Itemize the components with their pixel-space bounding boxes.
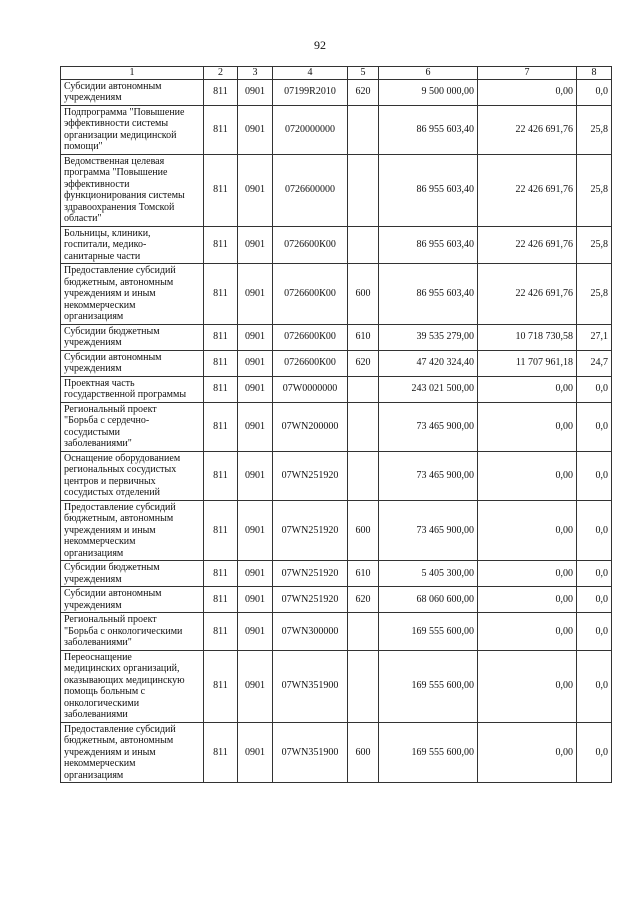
row-section-code: 0901	[238, 105, 273, 154]
row-percent: 0,0	[577, 402, 612, 451]
table-row	[61, 376, 612, 402]
row-expense-type	[348, 376, 379, 402]
row-actual-amount: 0,00	[478, 500, 577, 561]
row-expense-type: 620	[348, 587, 379, 613]
row-target-code: 07WN351900	[273, 722, 348, 783]
row-expense-type: 600	[348, 264, 379, 325]
table-row	[61, 650, 612, 722]
header-cell: 6	[379, 67, 478, 80]
row-name: Субсидии автономным учреждениям	[61, 79, 204, 105]
row-planned-amount: 73 465 900,00	[379, 500, 478, 561]
row-actual-amount: 10 718 730,58	[478, 324, 577, 350]
row-admin-code: 811	[204, 500, 238, 561]
table-row	[61, 613, 612, 651]
row-target-code: 07WN251920	[273, 451, 348, 500]
row-planned-amount: 5 405 300,00	[379, 561, 478, 587]
row-admin-code: 811	[204, 324, 238, 350]
row-name: Оснащение оборудованием региональных сосудистых центров и первичных сосудистых отделений	[61, 451, 204, 500]
row-admin-code: 811	[204, 613, 238, 651]
row-actual-amount: 0,00	[478, 402, 577, 451]
header-cell: 5	[348, 67, 379, 80]
row-name: Проектная часть государственной программы	[61, 376, 204, 402]
row-percent: 0,0	[577, 587, 612, 613]
row-admin-code: 811	[204, 451, 238, 500]
row-percent: 25,8	[577, 264, 612, 325]
row-planned-amount: 73 465 900,00	[379, 451, 478, 500]
table-row	[61, 722, 612, 783]
table-row	[61, 587, 612, 613]
row-admin-code: 811	[204, 587, 238, 613]
row-actual-amount: 22 426 691,76	[478, 226, 577, 264]
row-target-code: 07WN351900	[273, 650, 348, 722]
row-section-code: 0901	[238, 324, 273, 350]
row-section-code: 0901	[238, 264, 273, 325]
row-target-code: 07199R2010	[273, 79, 348, 105]
row-percent: 0,0	[577, 722, 612, 783]
row-admin-code: 811	[204, 561, 238, 587]
header-cell: 8	[577, 67, 612, 80]
row-name: Ведомственная целевая программа "Повышение эффективности функционирования системы здравоохранения Томской области"	[61, 154, 204, 226]
row-expense-type: 600	[348, 722, 379, 783]
header-cell: 4	[273, 67, 348, 80]
row-planned-amount: 86 955 603,40	[379, 226, 478, 264]
row-actual-amount: 22 426 691,76	[478, 105, 577, 154]
row-actual-amount: 0,00	[478, 650, 577, 722]
row-section-code: 0901	[238, 226, 273, 264]
row-section-code: 0901	[238, 451, 273, 500]
row-name: Региональный проект "Борьба с сердечно- сосудистыми заболеваниями"	[61, 402, 204, 451]
header-cell: 7	[478, 67, 577, 80]
row-expense-type: 620	[348, 79, 379, 105]
row-admin-code: 811	[204, 226, 238, 264]
row-planned-amount: 9 500 000,00	[379, 79, 478, 105]
table-row	[61, 154, 612, 226]
row-name: Субсидии бюджетным учреждениям	[61, 324, 204, 350]
row-expense-type: 600	[348, 500, 379, 561]
row-name: Предоставление субсидий бюджетным, автономным учреждениям и иным некоммерческим организациям	[61, 500, 204, 561]
row-percent: 0,0	[577, 79, 612, 105]
row-planned-amount: 86 955 603,40	[379, 105, 478, 154]
row-name: Предоставление субсидий бюджетным, автономным учреждениям и иным некоммерческим организациям	[61, 722, 204, 783]
row-section-code: 0901	[238, 376, 273, 402]
row-section-code: 0901	[238, 561, 273, 587]
row-planned-amount: 169 555 600,00	[379, 722, 478, 783]
row-planned-amount: 169 555 600,00	[379, 650, 478, 722]
row-section-code: 0901	[238, 154, 273, 226]
row-percent: 25,8	[577, 226, 612, 264]
row-name: Субсидии автономным учреждениям	[61, 587, 204, 613]
row-expense-type: 610	[348, 561, 379, 587]
row-planned-amount: 243 021 500,00	[379, 376, 478, 402]
row-target-code: 07WN200000	[273, 402, 348, 451]
row-expense-type	[348, 402, 379, 451]
row-target-code: 07WN251920	[273, 561, 348, 587]
row-name: Предоставление субсидий бюджетным, автономным учреждениям и иным некоммерческим организациям	[61, 264, 204, 325]
header-cell: 2	[204, 67, 238, 80]
table-row	[61, 105, 612, 154]
row-target-code: 07WN251920	[273, 500, 348, 561]
row-name: Субсидии бюджетным учреждениям	[61, 561, 204, 587]
row-admin-code: 811	[204, 154, 238, 226]
row-percent: 0,0	[577, 376, 612, 402]
row-planned-amount: 73 465 900,00	[379, 402, 478, 451]
row-percent: 0,0	[577, 500, 612, 561]
row-expense-type: 620	[348, 350, 379, 376]
budget-table	[60, 66, 612, 783]
row-planned-amount: 39 535 279,00	[379, 324, 478, 350]
row-planned-amount: 169 555 600,00	[379, 613, 478, 651]
table-row	[61, 264, 612, 325]
row-target-code: 07WN251920	[273, 587, 348, 613]
row-name: Субсидии автономным учреждениям	[61, 350, 204, 376]
row-admin-code: 811	[204, 105, 238, 154]
row-admin-code: 811	[204, 264, 238, 325]
row-section-code: 0901	[238, 613, 273, 651]
row-expense-type	[348, 226, 379, 264]
row-expense-type	[348, 613, 379, 651]
row-planned-amount: 86 955 603,40	[379, 264, 478, 325]
row-section-code: 0901	[238, 79, 273, 105]
row-target-code: 0726600К00	[273, 226, 348, 264]
row-percent: 0,0	[577, 451, 612, 500]
row-percent: 25,8	[577, 105, 612, 154]
row-name: Региональный проект "Борьба с онкологическими заболеваниями"	[61, 613, 204, 651]
row-admin-code: 811	[204, 79, 238, 105]
row-actual-amount: 0,00	[478, 451, 577, 500]
row-percent: 0,0	[577, 650, 612, 722]
row-section-code: 0901	[238, 350, 273, 376]
row-section-code: 0901	[238, 722, 273, 783]
row-name: Больницы, клиники, госпитали, медико- санитарные части	[61, 226, 204, 264]
row-percent: 0,0	[577, 561, 612, 587]
row-target-code: 0720000000	[273, 105, 348, 154]
row-section-code: 0901	[238, 500, 273, 561]
table-row	[61, 350, 612, 376]
row-target-code: 0726600000	[273, 154, 348, 226]
row-actual-amount: 0,00	[478, 376, 577, 402]
row-actual-amount: 0,00	[478, 722, 577, 783]
header-cell: 3	[238, 67, 273, 80]
row-percent: 27,1	[577, 324, 612, 350]
row-expense-type: 610	[348, 324, 379, 350]
row-admin-code: 811	[204, 376, 238, 402]
row-admin-code: 811	[204, 650, 238, 722]
row-percent: 25,8	[577, 154, 612, 226]
row-percent: 24,7	[577, 350, 612, 376]
row-actual-amount: 22 426 691,76	[478, 264, 577, 325]
table-row	[61, 324, 612, 350]
header-row	[61, 67, 612, 80]
table-row	[61, 451, 612, 500]
row-target-code: 0726600К00	[273, 264, 348, 325]
table-row	[61, 226, 612, 264]
row-admin-code: 811	[204, 350, 238, 376]
row-actual-amount: 0,00	[478, 79, 577, 105]
row-actual-amount: 22 426 691,76	[478, 154, 577, 226]
row-actual-amount: 11 707 961,18	[478, 350, 577, 376]
page-number: 92	[314, 38, 326, 52]
row-target-code: 0726600К00	[273, 324, 348, 350]
row-target-code: 07WN300000	[273, 613, 348, 651]
row-expense-type	[348, 451, 379, 500]
row-expense-type	[348, 650, 379, 722]
row-planned-amount: 47 420 324,40	[379, 350, 478, 376]
row-percent: 0,0	[577, 613, 612, 651]
row-expense-type	[348, 105, 379, 154]
row-section-code: 0901	[238, 587, 273, 613]
row-target-code: 0726600К00	[273, 350, 348, 376]
row-section-code: 0901	[238, 402, 273, 451]
row-section-code: 0901	[238, 650, 273, 722]
row-name: Подпрограмма "Повышение эффективности системы организации медицинской помощи"	[61, 105, 204, 154]
row-actual-amount: 0,00	[478, 613, 577, 651]
row-actual-amount: 0,00	[478, 561, 577, 587]
row-admin-code: 811	[204, 722, 238, 783]
row-target-code: 07W0000000	[273, 376, 348, 402]
row-expense-type	[348, 154, 379, 226]
header-cell: 1	[61, 67, 204, 80]
row-actual-amount: 0,00	[478, 587, 577, 613]
table-row	[61, 561, 612, 587]
row-name: Переоснащение медицинских организаций, оказывающих медицинскую помощь больным с онкологическими заболеваниями	[61, 650, 204, 722]
row-admin-code: 811	[204, 402, 238, 451]
row-planned-amount: 68 060 600,00	[379, 587, 478, 613]
table-row	[61, 79, 612, 105]
row-planned-amount: 86 955 603,40	[379, 154, 478, 226]
table-row	[61, 500, 612, 561]
table-row	[61, 402, 612, 451]
table-body	[61, 79, 612, 783]
